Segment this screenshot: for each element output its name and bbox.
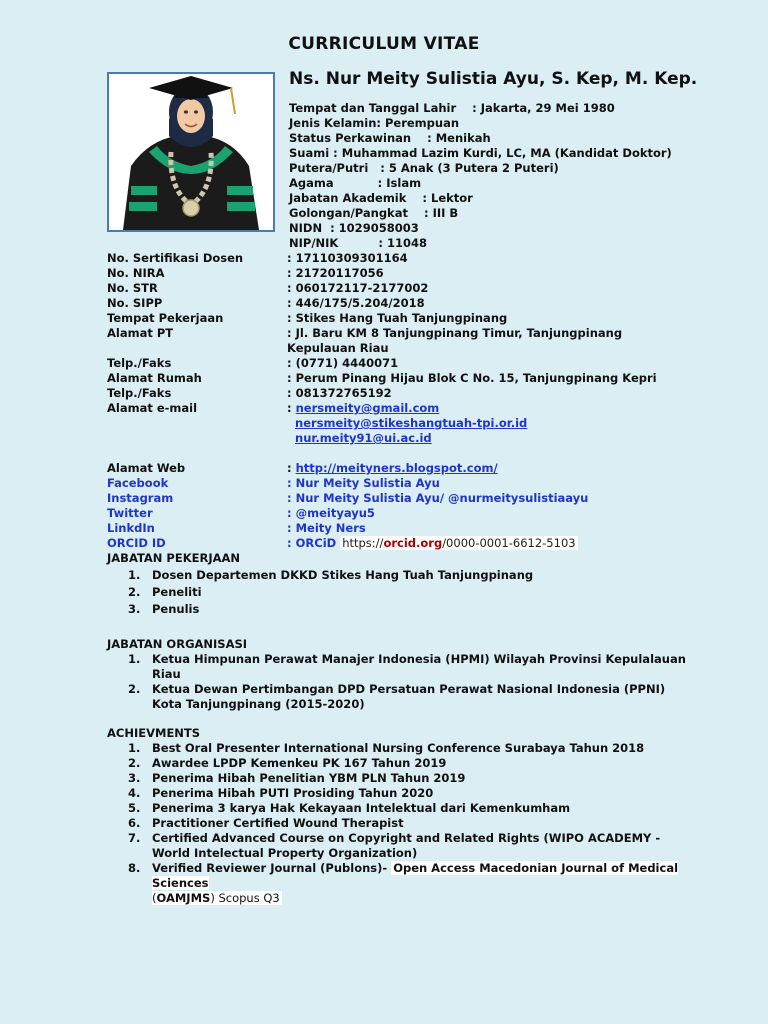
detail-value: : 17110309301164: [287, 251, 408, 265]
detail-label: No. SIPP: [107, 296, 163, 310]
detail-label: Alamat Web: [107, 461, 186, 475]
list-jabatan-pekerjaan: [107, 568, 687, 617]
list-item-text: Best Oral Presenter International Nursing Conference Surabaya Tahun 2018: [152, 741, 645, 755]
list-item: [107, 652, 687, 682]
document-title: CURRICULUM VITAE: [288, 34, 480, 54]
list-item: [107, 682, 687, 712]
list-number: 6.: [128, 816, 141, 830]
twitter-value[interactable]: : @meityayu5: [287, 506, 375, 520]
detail-label: No. NIRA: [107, 266, 165, 280]
personal-nip: NIP/NIK : 11048: [289, 236, 427, 250]
list-item: [107, 801, 687, 816]
detail-value: [287, 461, 498, 476]
detail-label: Tempat Pekerjaan: [107, 311, 224, 325]
list-number: 8.: [128, 861, 141, 875]
list-item-text: Penerima Hibah PUTI Prosiding Tahun 2020: [152, 786, 434, 800]
list-item: [107, 861, 687, 906]
list-item-text: Verified Reviewer Journal (Publons)-: [152, 861, 388, 875]
journal-name: Open Access Macedonian Journal of Medical Sciences: [152, 861, 679, 890]
list-number: 2.: [128, 756, 141, 770]
email-value-wrap: [287, 431, 432, 446]
list-number: 2.: [128, 682, 141, 696]
list-item-text: Ketua Himpunan Perawat Manajer Indonesia (HPMI) Wilayah Provinsi Kepulalauan Riau: [152, 652, 686, 681]
journal-suffix: ) Scopus Q3: [210, 891, 280, 905]
detail-label: Twitter: [107, 506, 153, 520]
list-item-text: Ketua Dewan Pertimbangan DPD Persatuan Perawat Nasional Indonesia (PPNI) Kota Tanjungpinang (2015-2020): [152, 682, 666, 711]
detail-value: : Stikes Hang Tuah Tanjungpinang: [287, 311, 508, 325]
list-item-text: Penulis: [152, 602, 200, 616]
list-number: 3.: [128, 771, 141, 785]
detail-label: ORCID ID: [107, 536, 166, 550]
list-number: 1.: [128, 741, 141, 755]
detail-value: : 21720117056: [287, 266, 384, 280]
list-number: 2.: [128, 585, 141, 599]
linkedin-value[interactable]: : Meity Ners: [287, 521, 366, 535]
personal-children: Putera/Putri : 5 Anak (3 Putera 2 Puteri): [289, 161, 559, 175]
list-item: [107, 771, 687, 786]
list-item-text: Practitioner Certified Wound Therapist: [152, 816, 404, 830]
detail-value: [287, 401, 439, 416]
journal-abbr: OAMJMS: [156, 891, 211, 905]
detail-value: Kepulauan Riau: [287, 341, 389, 355]
person-name: Ns. Nur Meity Sulistia Ayu, S. Kep, M. Kep.: [289, 69, 698, 89]
list-number: 7.: [128, 831, 141, 845]
orcid-domain: orcid.org: [383, 536, 443, 550]
detail-label: Alamat e-mail: [107, 401, 198, 415]
list-item-text: Penerima Hibah Penelitian YBM PLN Tahun 2019: [152, 771, 466, 785]
detail-label: Alamat PT: [107, 326, 174, 340]
list-item: [107, 585, 687, 600]
detail-label: Telp./Faks: [107, 386, 172, 400]
detail-value: [287, 536, 578, 551]
section-heading-jabatan-organisasi: JABATAN ORGANISASI: [107, 637, 248, 651]
detail-label: No. STR: [107, 281, 158, 295]
orcid-link[interactable]: [340, 536, 577, 550]
detail-value: : Jl. Baru KM 8 Tanjungpinang Timur, Tanjungpinang: [287, 326, 623, 340]
detail-label: No. Sertifikasi Dosen: [107, 251, 244, 265]
detail-label: Instagram: [107, 491, 174, 505]
personal-spouse: Suami : Muhammad Lazim Kurdi, LC, MA (Kandidat Doktor): [289, 146, 672, 160]
facebook-value[interactable]: : Nur Meity Sulistia Ayu: [287, 476, 440, 490]
list-item: [107, 602, 687, 617]
list-item: [107, 568, 687, 583]
personal-nidn: NIDN : 1029058003: [289, 221, 419, 235]
list-item-text: Dosen Departemen DKKD Stikes Hang Tuah Tanjungpinang: [152, 568, 534, 582]
personal-info-block: [289, 101, 672, 251]
list-achievments: [107, 741, 687, 906]
email-link-ui[interactable]: nur.meity91@ui.ac.id: [295, 431, 432, 445]
list-item: [107, 741, 687, 756]
list-jabatan-organisasi: [107, 652, 687, 712]
list-item-text: Penerima 3 karya Hak Kekayaan Intelektual dari Kemenkumham: [152, 801, 571, 815]
detail-label: LinkdIn: [107, 521, 155, 535]
detail-value: : (0771) 4440071: [287, 356, 399, 370]
detail-label: Alamat Rumah: [107, 371, 202, 385]
section-heading-jabatan-pekerjaan: JABATAN PEKERJAAN: [107, 551, 241, 565]
personal-religion: Agama : Islam: [289, 176, 422, 190]
personal-academic-position: Jabatan Akademik : Lektor: [289, 191, 473, 205]
web-colon: :: [287, 461, 292, 475]
list-item: [107, 816, 687, 831]
list-number: 1.: [128, 652, 141, 666]
list-item-text: Peneliti: [152, 585, 202, 599]
orcid-logo-icon: ORCiD: [295, 536, 337, 550]
email-link-stikes[interactable]: nersmeity@stikeshangtuah-tpi.or.id: [295, 416, 528, 430]
email-link-gmail[interactable]: nersmeity@gmail.com: [295, 401, 440, 415]
detail-value: : 060172117-2177002: [287, 281, 429, 295]
orcid-colon: :: [287, 536, 292, 550]
orcid-path: /0000-0001-6612-5103: [442, 536, 576, 550]
personal-marital: Status Perkawinan : Menikah: [289, 131, 491, 145]
web-link[interactable]: http://meityners.blogspot.com/: [295, 461, 498, 475]
list-item-text: Awardee LPDP Kemenkeu PK 167 Tahun 2019: [152, 756, 447, 770]
personal-rank: Golongan/Pangkat : III B: [289, 206, 459, 220]
instagram-value[interactable]: : Nur Meity Sulistia Ayu/ @nurmeitysulistiaayu: [287, 491, 589, 505]
email-value-wrap: [287, 416, 527, 431]
detail-label: Telp./Faks: [107, 356, 172, 370]
email-colon: :: [287, 401, 292, 415]
journal-paren: (: [152, 891, 157, 905]
list-item: [107, 831, 687, 861]
detail-value: : 446/175/5.204/2018: [287, 296, 425, 310]
list-item-text: Certified Advanced Course on Copyright and Related Rights (WIPO ACADEMY - World Intelectual Property Organization): [152, 831, 661, 860]
list-number: 4.: [128, 786, 141, 800]
graduate-portrait-illustration: [109, 74, 273, 230]
list-number: 5.: [128, 801, 141, 815]
section-heading-achievments: ACHIEVMENTS: [107, 726, 201, 740]
personal-birth: Tempat dan Tanggal Lahir : Jakarta, 29 Mei 1980: [289, 101, 615, 115]
detail-value: : 081372765192: [287, 386, 392, 400]
detail-label: Facebook: [107, 476, 169, 490]
list-number: 1.: [128, 568, 141, 582]
personal-gender: Jenis Kelamin: Perempuan: [289, 116, 460, 130]
detail-value: : Perum Pinang Hijau Blok C No. 15, Tanjungpinang Kepri: [287, 371, 657, 385]
list-item: [107, 786, 687, 801]
list-number: 3.: [128, 602, 141, 616]
list-item: [107, 756, 687, 771]
orcid-prefix: https://: [342, 536, 384, 550]
profile-photo: [107, 72, 275, 232]
